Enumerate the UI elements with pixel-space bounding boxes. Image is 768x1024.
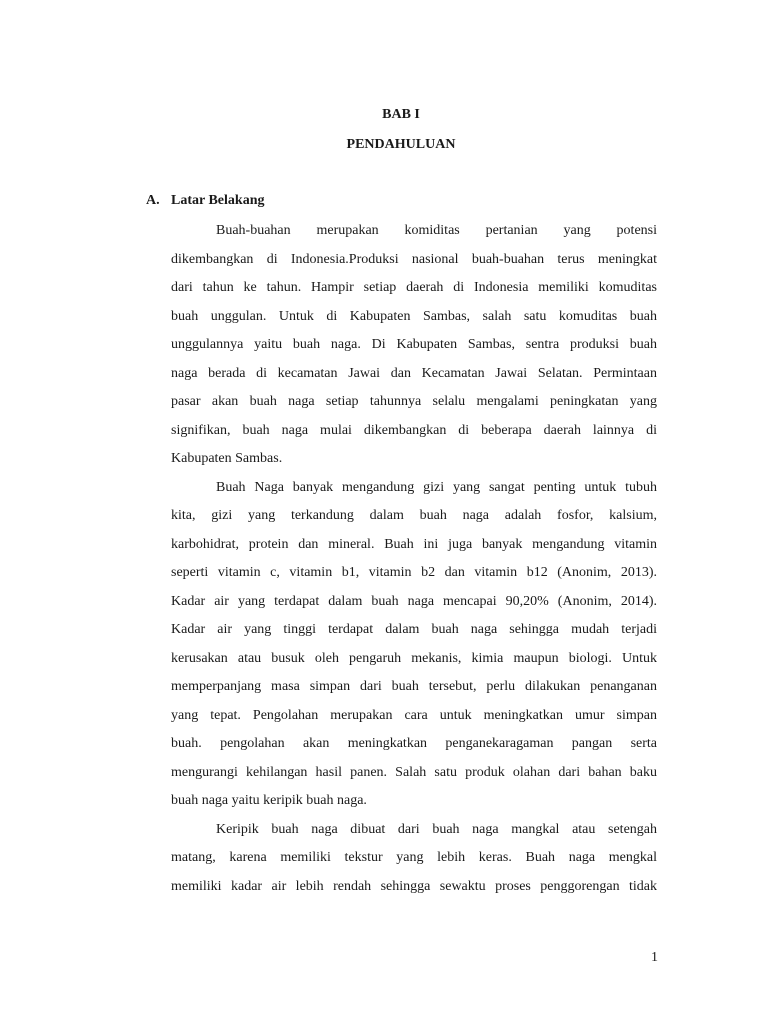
- page-number: 1: [651, 950, 658, 965]
- chapter-title: PENDAHULUAN: [346, 137, 456, 152]
- section-title: Latar Belakang: [171, 193, 265, 208]
- paragraph-1-line: dikembangkan di Indonesia.Produksi nasional buah-buahan terus meningkat: [171, 252, 657, 267]
- paragraph-2-line: Kadar air yang tinggi terdapat dalam buah naga sehingga mudah terjadi: [171, 622, 657, 637]
- paragraph-3-line: memiliki kadar air lebih rendah sehingga sewaktu proses penggorengan tidak: [171, 879, 657, 894]
- paragraph-2-line: buah naga yaitu keripik buah naga.: [171, 793, 367, 808]
- paragraph-1-line: pasar akan buah naga setiap tahunnya selalu mengalami peningkatan yang: [171, 394, 657, 409]
- paragraph-1-line: naga berada di kecamatan Jawai dan Kecamatan Jawai Selatan. Permintaan: [171, 366, 657, 381]
- chapter-heading: BAB I: [382, 107, 420, 122]
- paragraph-3-line: matang, karena memiliki tekstur yang lebih keras. Buah naga mengkal: [171, 850, 657, 865]
- paragraph-2-line: kerusakan atau busuk oleh pengaruh mekanis, kimia maupun biologi. Untuk: [171, 651, 657, 666]
- paragraph-1-line: unggulannya yaitu buah naga. Di Kabupaten Sambas, sentra produksi buah: [171, 337, 657, 352]
- paragraph-1-line: buah unggulan. Untuk di Kabupaten Sambas, salah satu komuditas buah: [171, 309, 657, 324]
- paragraph-2-line: yang tepat. Pengolahan merupakan cara untuk meningkatkan umur simpan: [171, 708, 657, 723]
- paragraph-2-line: mengurangi kehilangan hasil panen. Salah satu produk olahan dari bahan baku: [171, 765, 657, 780]
- paragraph-2-line: kita, gizi yang terkandung dalam buah naga adalah fosfor, kalsium,: [171, 508, 657, 523]
- paragraph-2-line: karbohidrat, protein dan mineral. Buah ini juga banyak mengandung vitamin: [171, 537, 657, 552]
- section-heading: [146, 193, 264, 209]
- paragraph-1-line: signifikan, buah naga mulai dikembangkan di beberapa daerah lainnya di: [171, 423, 657, 438]
- paragraph-3-line: Keripik buah naga dibuat dari buah naga mangkal atau setengah: [216, 822, 657, 837]
- paragraph-1-line: Kabupaten Sambas.: [171, 451, 283, 466]
- paragraph-2-line: memperpanjang masa simpan dari buah tersebut, perlu dilakukan penanganan: [171, 679, 657, 694]
- section-number: A.: [146, 193, 160, 208]
- paragraph-2-line: buah. pengolahan akan meningkatkan penganekaragaman pangan serta: [171, 736, 657, 751]
- paragraph-1-line: Buah-buahan merupakan komiditas pertanian yang potensi: [216, 223, 657, 238]
- paragraph-1-line: dari tahun ke tahun. Hampir setiap daerah di Indonesia memiliki komuditas: [171, 280, 657, 295]
- paragraph-2-line: seperti vitamin c, vitamin b1, vitamin b2 dan vitamin b12 (Anonim, 2013).: [171, 565, 657, 580]
- paragraph-2-line: Buah Naga banyak mengandung gizi yang sangat penting untuk tubuh: [216, 480, 657, 495]
- paragraph-2-line: Kadar air yang terdapat dalam buah naga mencapai 90,20% (Anonim, 2014).: [171, 594, 657, 609]
